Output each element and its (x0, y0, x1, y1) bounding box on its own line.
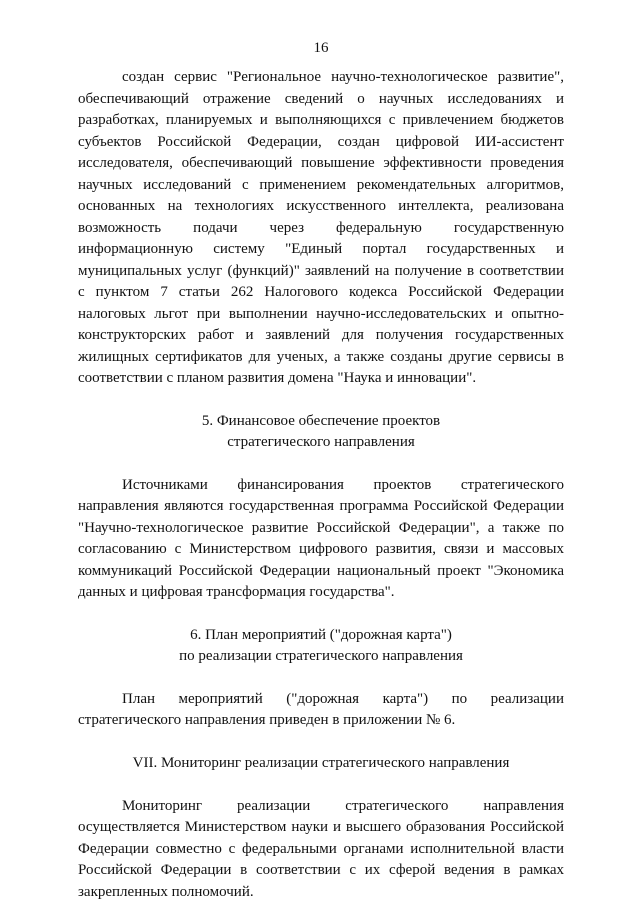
section-5-heading (78, 411, 564, 453)
paragraph-services: создан сервис "Региональное научно-технологическое развитие", обеспечивающий отражение сведений о научных исследованиях и разработках, планируемых и выполняющихся с привлечением бюджетов субъектов Российской Федерации, создан цифровой ИИ-ассистент исследователя, обеспечивающий повышение эффективности проведения научных исследований с применением рекомендательных алгоритмов, основанных на технологиях искусственного интеллекта, реализована возможность подачи через федеральную государственную информационную систему "Единый портал государственных и муниципальных услуг (функций)" заявлений на получение в соответствии с пунктом 7 статьи 262 Налогового кодекса Российской Федерации налоговых льгот при выполнении научно-исследовательских и опытно-конструкторских работ и заявлений для получения государственных жилищных сертификатов для ученых, а также созданы другие сервисы в соответствии с планом развития домена "Наука и инновации". (78, 69, 564, 386)
document-page (78, 38, 564, 903)
paragraph-roadmap: План мероприятий ("дорожная карта") по реализации стратегического направления приведен в приложении № 6. (78, 690, 564, 728)
page-number: 16 (313, 40, 329, 56)
section-5-heading-line-1: 5. Финансовое обеспечение проектов (201, 412, 441, 429)
paragraph-monitoring: Мониторинг реализации стратегического направления осуществляется Министерством науки и высшего образования Российской Федерации совместно с федеральными органами исполнительной власти Российской Федерации в соответствии с их сферой ведения в рамках закрепленных полномочий. (78, 797, 564, 900)
section-6-heading-line-1: 6. План мероприятий ("дорожная карта") (190, 626, 452, 643)
section-7-heading-line-1: VII. Мониторинг реализации стратегического направления (132, 754, 510, 771)
paragraph-financing: Источниками финансирования проектов стратегического направления являются государственная программа Российской Федерации "Научно-технологическое развитие Российской Федерации", а также по согласованию с Министерством цифрового развития, связи и массовых коммуникаций Российской Федерации национальный проект "Экономика данных и цифровая трансформация государства". (78, 476, 564, 600)
section-6-heading (78, 625, 564, 667)
section-5-heading-line-2: стратегического направления (227, 433, 415, 450)
section-6-heading-line-2: по реализации стратегического направления (179, 647, 463, 664)
section-7-heading (78, 753, 564, 774)
